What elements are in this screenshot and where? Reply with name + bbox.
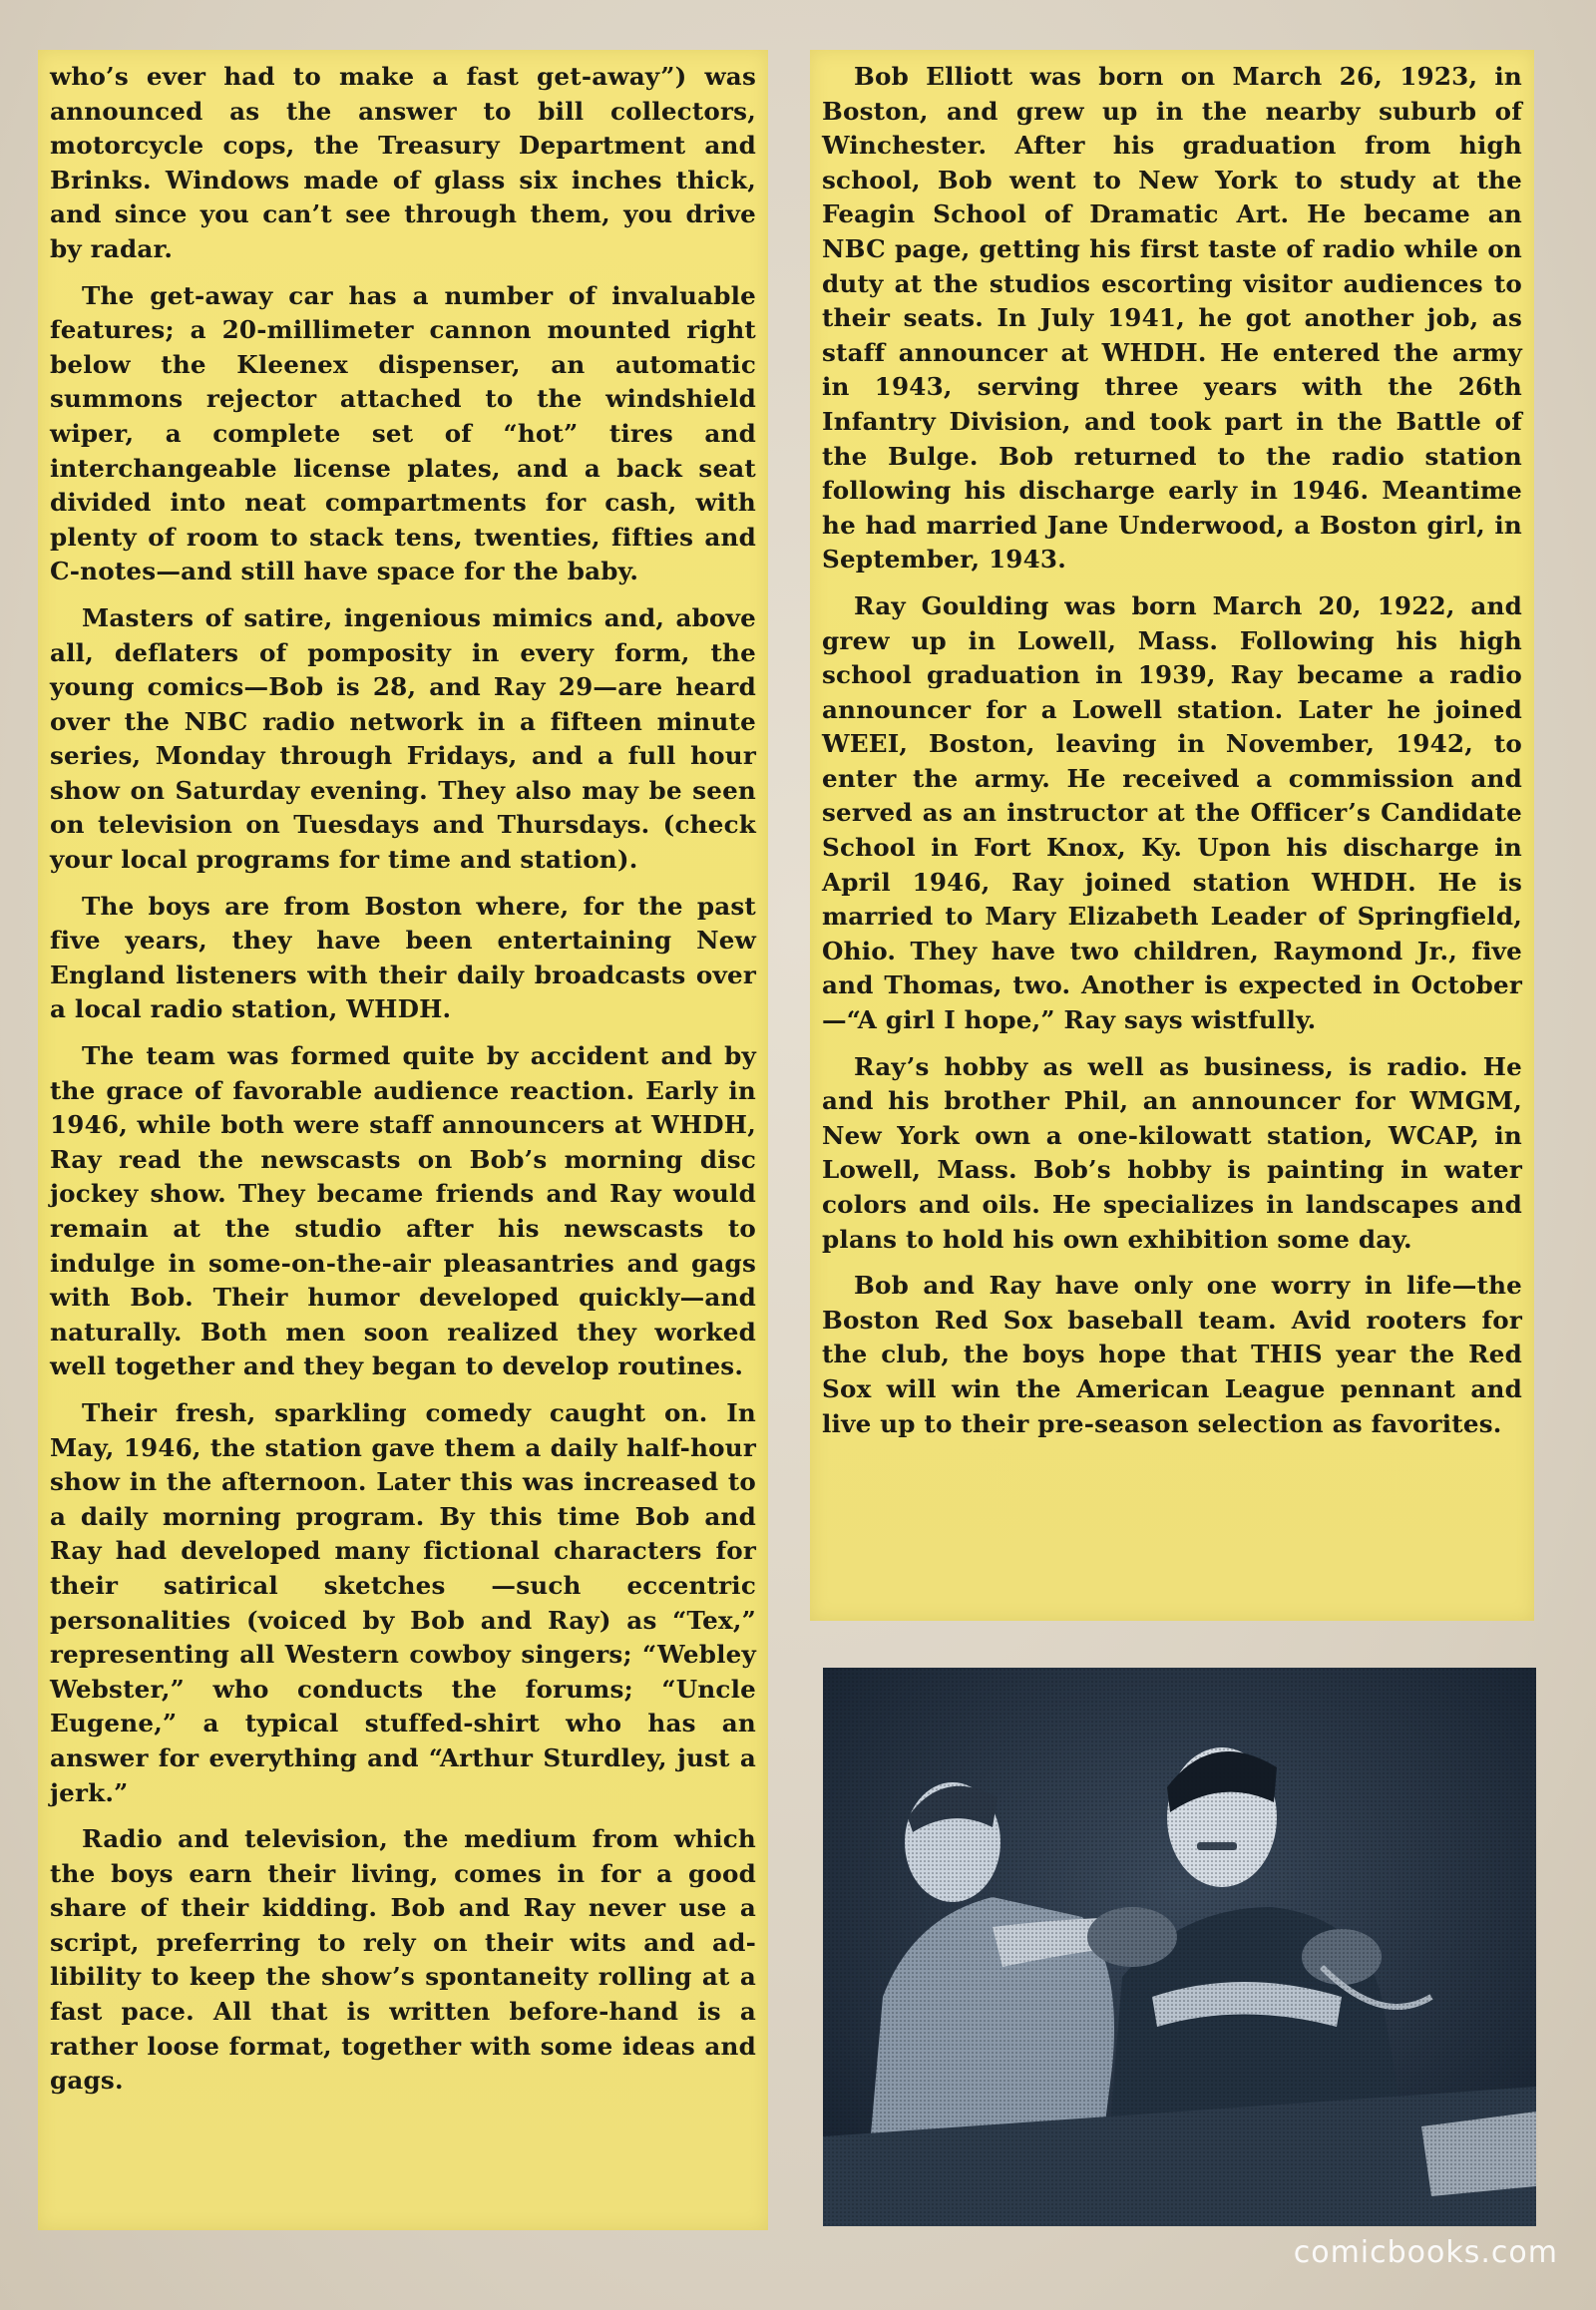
paragraph: The team was formed quite by accident and by the grace of favorable audience reaction. Early in 1946, while both were staff announcers at WHDH, Ray read the newscasts on Bob’s morning disc jockey show. They became friends and Ray would remain at the studio after his newscasts to indulge in some-on-the-air pleasantries and gags with Bob. Their humor developed quickly—and naturally. Both men soon realized they worked well together and they began to develop routines.: [50, 1041, 756, 1381]
watermark: comicbooks.com: [1293, 2235, 1558, 2270]
left-text-column: [38, 50, 768, 2230]
right-text-column: [810, 50, 1534, 1621]
left-column-text: [50, 60, 756, 2111]
paragraph: The get-away car has a number of invaluable features; a 20-millimeter cannon mounted right below the Kleenex dispenser, an automatic summons rejector attached to the windshield wiper, a complete set of “hot” tires and interchangeable license plates, and a back seat divided into neat compartments for cash, with plenty of room to stack tens, twenties, fifties and C-notes—and still have space for the baby.: [50, 280, 756, 586]
paragraph: Ray Goulding was born March 20, 1922, and grew up in Lowell, Mass. Following his high school graduation in 1939, Ray became a radio announcer for a Lowell station. Later he joined WEEI, Boston, leaving in November, 1942, to enter the army. He received a commission and served as an instructor at the Officer’s Candidate School in Fort Knox, Ky. Upon his discharge in April 1946, Ray joined station WHDH. He is married to Mary Elizabeth Leader of Springfield, Ohio. They have two children, Raymond Jr., five and Thomas, two. Another is expected in October—“A girl I hope,” Ray says wistfully.: [822, 590, 1522, 1035]
halftone-photo-illustration: [823, 1668, 1536, 2226]
paragraph: Bob Elliott was born on March 26, 1923, in Boston, and grew up in the nearby suburb of Winchester. After his graduation from high school, Bob went to New York to study at the Feagin School of Dramatic Art. He became an NBC page, getting his first taste of radio while on duty at the studios escorting visitor audiences to their seats. In July 1941, he got another job, as staff announcer at WHDH. He entered the army in 1943, serving three years with the 26th Infantry Division, and took part in the Battle of the Bulge. Bob returned to the radio station following his discharge early in 1946. Meantime he had married Jane Underwood, a Boston girl, in September, 1943.: [822, 62, 1522, 575]
paragraph: The boys are from Boston where, for the past five years, they have been entertaining New England listeners with their daily broadcasts over a local radio station, WHDH.: [50, 891, 756, 1024]
paragraph: Masters of satire, ingenious mimics and, above all, deflaters of pomposity in every form, the young comics—Bob is 28, and Ray 29—are heard over the NBC radio network in a fifteen minute series, Monday through Fridays, and a full hour show on Saturday evening. They also may be seen on television on Tuesdays and Thursdays. (check your local programs for time and station).: [50, 602, 756, 875]
paragraph: Their fresh, sparkling comedy caught on. In May, 1946, the station gave them a daily half-hour show in the afternoon. Later this was increased to a daily morning program. By this time Bob and Ray had developed many fictional characters for their satirical sketches —such eccentric personalities (voiced by Bob and Ray) as “Tex,” representing all Western cowboy singers; “Webley Webster,” who conducts the forums; “Uncle Eugene,” a typical stuffed-shirt who has an answer for everything and “Arthur Sturdley, just a jerk.”: [50, 1397, 756, 1807]
bob-and-ray-photo: [823, 1668, 1536, 2226]
right-column-text: [822, 60, 1522, 1453]
paragraph: who’s ever had to make a fast get-away”) was announced as the answer to bill collectors, motorcycle cops, the Treasury Department and Brinks. Windows made of glass six inches thick, and since you can’t see through them, you drive by radar.: [50, 62, 756, 263]
paragraph: Bob and Ray have only one worry in life—the Boston Red Sox baseball team. Avid rooters for the club, the boys hope that THIS year the Red Sox will win the American League pennant and live up to their pre-season selection as favorites.: [822, 1271, 1522, 1438]
paragraph: Radio and television, the medium from which the boys earn their living, comes in for a good share of their kidding. Bob and Ray never use a script, preferring to rely on their wits and ad-libility to keep the show’s spontaneity rolling at a fast pace. All that is written before-hand is a rather loose format, together with some ideas and gags.: [50, 1824, 756, 2096]
paragraph: Ray’s hobby as well as business, is radio. He and his brother Phil, an announcer for WMGM, New York own a one-kilowatt station, WCAP, in Lowell, Mass. Bob’s hobby is painting in water colors and oils. He specializes in landscapes and plans to hold his own exhibition some day.: [822, 1051, 1522, 1254]
